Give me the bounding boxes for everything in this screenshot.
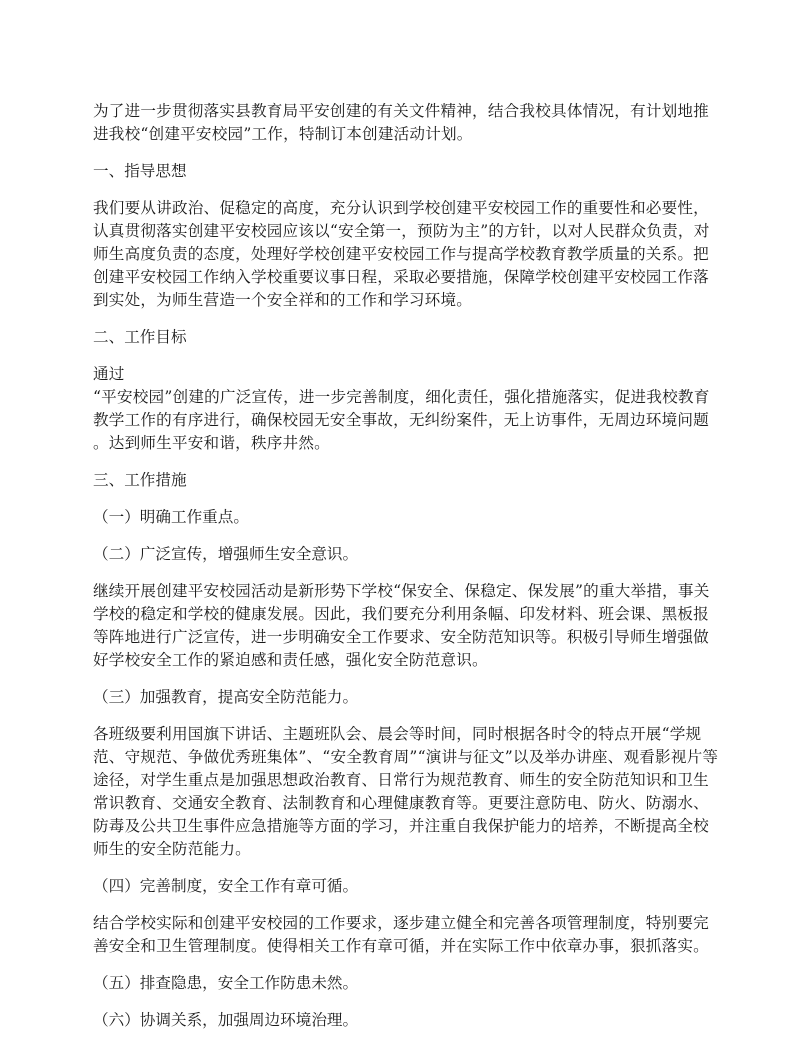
- text-line: 为了进一步贯彻落实县教育局平安创建的有关文件精神，结合我校具体情况，有计划地推: [93, 102, 709, 120]
- subheading-item-4: （四）完善制度，安全工作有章可循。: [93, 877, 359, 895]
- text-line: 常识教育、交通安全教育、法制教育和心理健康教育等。更要注意防电、防火、防溺水、: [93, 794, 709, 812]
- section-heading-guiding-ideology: 一、指导思想: [93, 162, 187, 180]
- text-line: 学校的稳定和学校的健康发展。因此，我们要充分利用条幅、印发材料、班会课、黑板报: [93, 605, 709, 623]
- section-heading-work-measures: 三、工作措施: [93, 471, 187, 489]
- subheading-item-5: （五）排查隐患，安全工作防患未然。: [93, 974, 359, 992]
- text-line: 创建平安校园工作纳入学校重要议事日程，采取必要措施，保障学校创建平安校园工作落: [93, 268, 709, 286]
- work-goals-paragraph: [93, 363, 713, 455]
- text-line: 我们要从讲政治、促稳定的高度，充分认识到学校创建平安校园工作的重要性和必要性，: [93, 199, 709, 217]
- item-4-paragraph: [93, 912, 713, 958]
- text-line: “平安校园”创建的广泛宣传，进一步完善制度，细化责任，强化措施落实，促进我校教育: [93, 388, 710, 406]
- text-line: 通过: [93, 365, 125, 383]
- text-line: 。达到师生平安和谐，秩序井然。: [93, 434, 330, 452]
- intro-paragraph: [93, 100, 713, 146]
- subheading-item-1: （一）明确工作重点。: [93, 508, 249, 526]
- text-line: 到实处，为师生营造一个安全祥和的工作和学习环境。: [93, 291, 473, 309]
- item-2-paragraph: [93, 580, 713, 672]
- text-line: 范、守规范、争做优秀班集体”、“安全教育周”“演讲与征文”以及举办讲座、观看影视片等: [93, 748, 719, 766]
- section-heading-work-goals: 二、工作目标: [93, 328, 187, 346]
- text-line: 好学校安全工作的紧迫感和责任感，强化安全防范意识。: [93, 651, 488, 669]
- guiding-ideology-paragraph: [93, 197, 713, 312]
- subheading-item-2: （二）广泛宣传，增强师生安全意识。: [93, 545, 359, 563]
- subheading-item-6: （六）协调关系，加强周边环境治理。: [93, 1011, 359, 1029]
- item-3-paragraph: [93, 723, 719, 861]
- document-page: [93, 100, 719, 1046]
- text-line: 认真贯彻落实创建平安校园应该以“安全第一，预防为主”的方针，以对人民群众负责，对: [93, 222, 710, 240]
- text-line: 师生的安全防范能力。: [93, 840, 251, 858]
- text-line: 进我校“创建平安校园”工作，特制订本创建活动计划。: [93, 125, 473, 143]
- subheading-item-3: （三）加强教育，提高安全防范能力。: [93, 688, 359, 706]
- text-line: 善安全和卫生管理制度。使得相关工作有章可循，并在实际工作中依章办事，狠抓落实。: [93, 937, 709, 955]
- text-line: 继续开展创建平安校园活动是新形势下学校“保安全、保稳定、保发展”的重大举措，事关: [93, 582, 710, 600]
- text-line: 防毒及公共卫生事件应急措施等方面的学习，并注重自我保护能力的培养，不断提高全校: [93, 817, 709, 835]
- text-line: 结合学校实际和创建平安校园的工作要求，逐步建立健全和完善各项管理制度，特别要完: [93, 914, 709, 932]
- text-line: 等阵地进行广泛宣传，进一步明确安全工作要求、安全防范知识等。积极引导师生增强做: [93, 628, 709, 646]
- text-line: 途径，对学生重点是加强思想政治教育、日常行为规范教育、师生的安全防范知识和卫生: [93, 771, 709, 789]
- text-line: 教学工作的有序进行，确保校园无安全事故，无纠纷案件，无上访事件，无周边环境问题: [93, 411, 709, 429]
- text-line: 各班级要利用国旗下讲话、主题班队会、晨会等时间，同时根据各时令的特点开展“学规: [93, 725, 702, 743]
- text-line: 师生高度负责的态度，处理好学校创建平安校园工作与提高学校教育教学质量的关系。把: [93, 245, 709, 263]
